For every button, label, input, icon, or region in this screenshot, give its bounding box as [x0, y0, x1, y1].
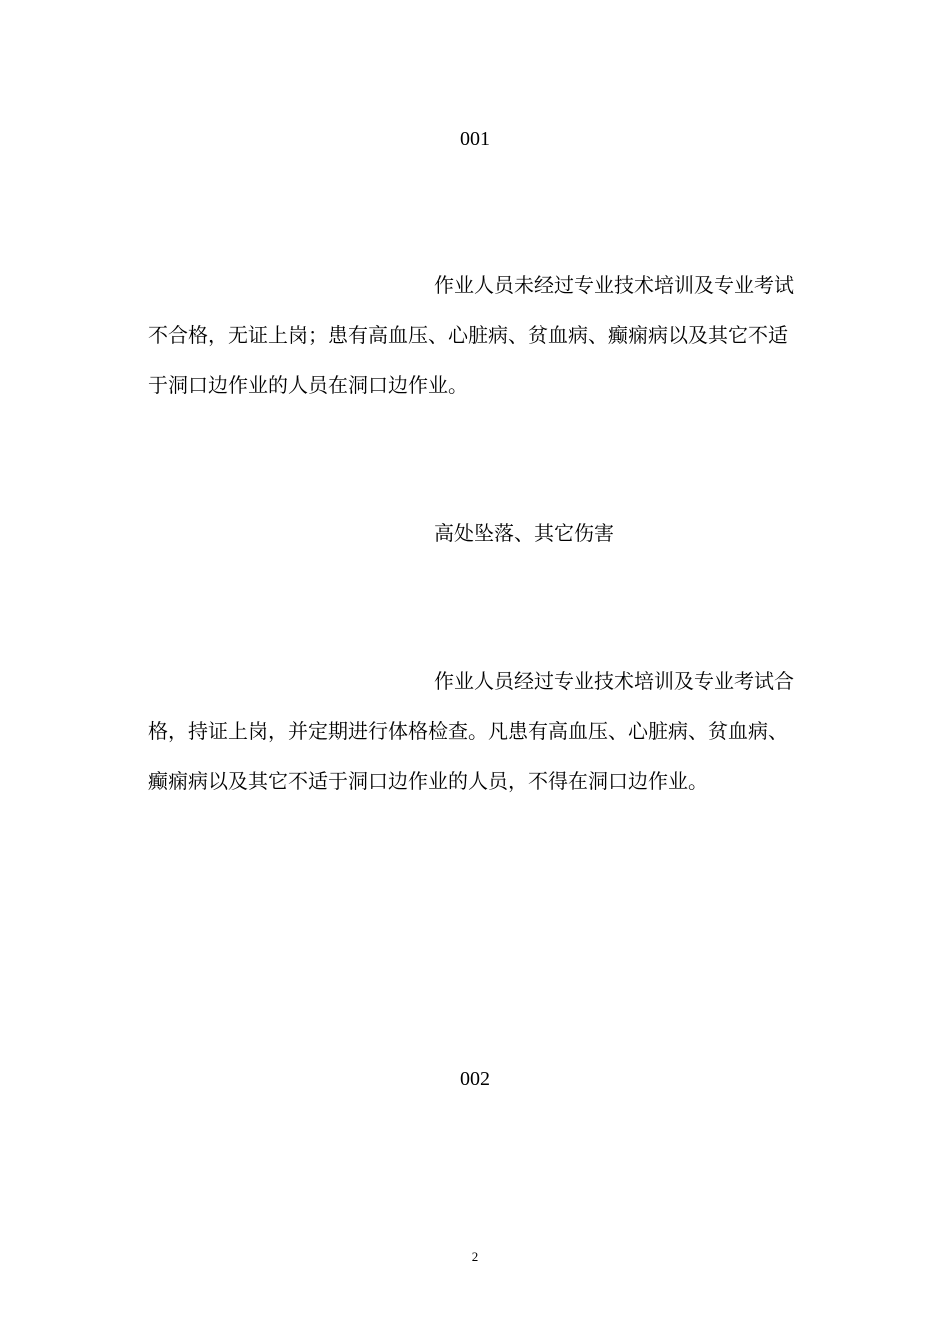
page-number: 2 — [471, 1249, 479, 1264]
item-code: 001 — [460, 128, 490, 150]
item-code: 002 — [460, 1068, 490, 1090]
control-measure: 作业人员经过专业技术培训及专业考试合格，持证上岗，并定期进行体格检查。凡患有高血压、心脏病、贫血病、癫痫病以及其它不适于洞口边作业的人员，不得在洞口边作业。 — [148, 669, 794, 793]
consequence-label: 高处坠落、其它伤害 — [434, 521, 614, 545]
hazard-description: 作业人员未经过专业技术培训及专业考试不合格，无证上岗；患有高血压、心脏病、贫血病、癫痫病以及其它不适于洞口边作业的人员在洞口边作业。 — [148, 273, 794, 397]
